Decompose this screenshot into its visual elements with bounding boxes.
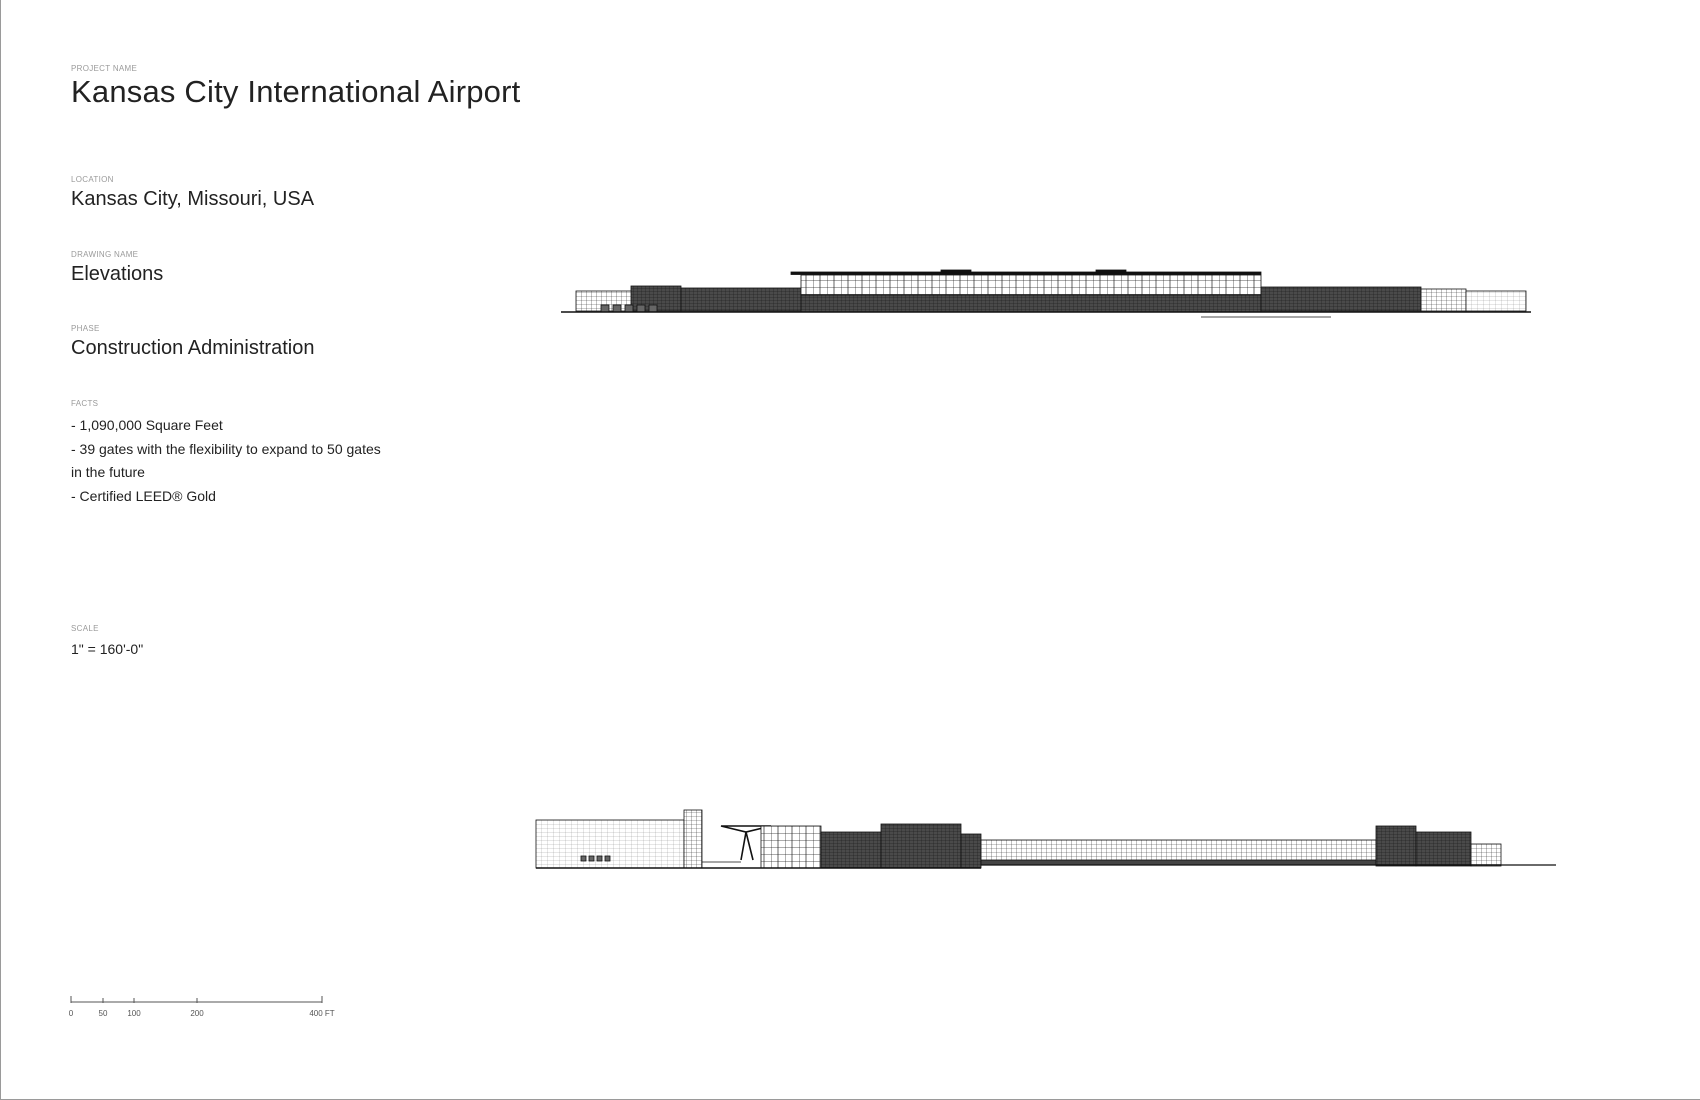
scale-tick-label: 0 [68, 1009, 74, 1018]
scale-tick-label: 50 [98, 1009, 108, 1018]
lower-tall-block [881, 824, 961, 868]
lower-concourse-base [981, 860, 1376, 865]
fact-item: - Certified LEED® Gold [71, 487, 216, 504]
lower-right-tail [1471, 844, 1501, 866]
scale-label: SCALE [71, 624, 99, 633]
drawing-name-label: DRAWING NAME [71, 250, 139, 259]
fact-item: - 1,090,000 Square Feet [71, 417, 223, 433]
phase-value: Construction Administration [71, 337, 315, 359]
fact-item: in the future [71, 464, 145, 480]
lower-right-block [1376, 826, 1416, 866]
lower-dark-block [821, 832, 881, 868]
project-title: Kansas City International Airport [71, 74, 521, 109]
lower-small-block [961, 834, 981, 868]
scale-tick-label: 100 [127, 1009, 141, 1018]
location-label: LOCATION [71, 175, 114, 184]
lower-glazed-block [761, 826, 821, 868]
scale-value: 1" = 160'-0" [71, 641, 144, 657]
lower-stair-tower [684, 810, 702, 868]
project-name-label: PROJECT NAME [71, 64, 138, 73]
fact-item: - 39 gates with the flexibility to expand to 50 gates [71, 440, 381, 457]
scale-tick-label: 400 FT [309, 1009, 335, 1018]
lower-right-end-block [1416, 832, 1471, 866]
phase-label: PHASE [71, 324, 100, 333]
elevation-lower [1, 0, 1700, 1100]
location-value: Kansas City, Missouri, USA [71, 188, 315, 210]
drawing-name-value: Elevations [71, 263, 164, 285]
facts-label: FACTS [71, 399, 99, 408]
scale-tick-label: 200 [190, 1009, 204, 1018]
